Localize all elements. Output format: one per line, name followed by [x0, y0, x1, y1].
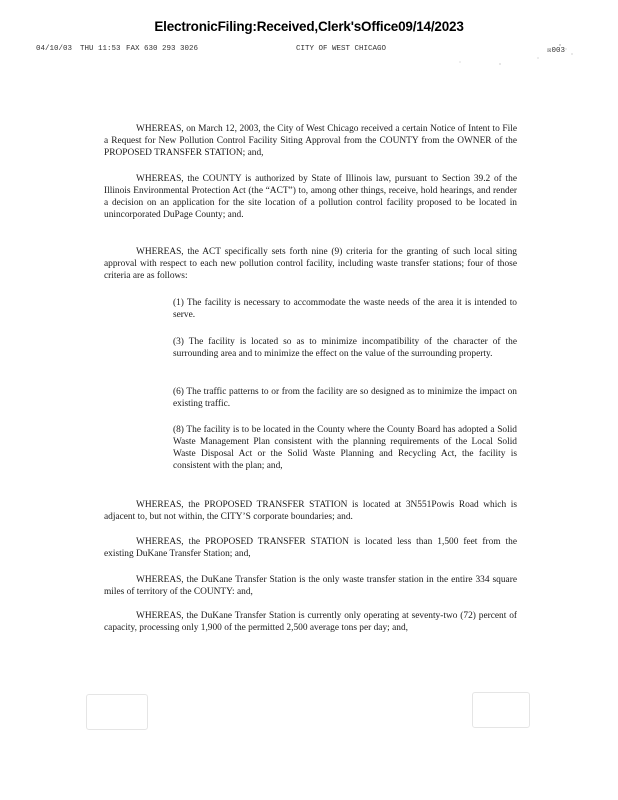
whereas-paragraph-6: WHEREAS, the DuKane Transfer Station is the only waste transfer station in the entire 334 square miles of territory of the COUNTY: and,: [104, 575, 517, 597]
whereas-paragraph-4: WHEREAS, the PROPOSED TRANSFER STATION is located at 3N551Powis Road which is adjacent to, but not within, the CITY’S corporate boundaries; and.: [104, 500, 517, 522]
fax-number: FAX 630 293 3026: [126, 45, 199, 53]
criterion-1: (1) The facility is necessary to accommodate the waste needs of the area it is intended to serve.: [173, 298, 517, 320]
scan-artifact-left: [86, 694, 148, 730]
criterion-8: (8) The facility is to be located in the County where the County Board has adopted a Solid Waste Management Plan consistent with the planning requirements of the Local Solid Waste Disposal Act or the Solid Waste Planning and Recycling Act, the facility is consistent with the plan; and,: [173, 425, 517, 471]
criterion-6: (6) The traffic patterns to or from the facility are so designed as to minimize the impact on existing traffic.: [173, 387, 517, 409]
electronic-filing-stamp: ElectronicFiling:Received,Clerk'sOffice09/14/2023: [154, 19, 464, 34]
whereas-paragraph-7: WHEREAS, the DuKane Transfer Station is currently only operating at seventy-two (72) percent of capacity, processing only 1,900 of the permitted 2,500 average tons per day; and,: [104, 611, 517, 633]
fax-day-time: THU 11:53: [80, 45, 121, 53]
fax-organization: CITY OF WEST CHICAGO: [296, 45, 387, 53]
criterion-3: (3) The facility is located so as to minimize incompatibility of the character of the surrounding area and to minimize the effect on the value of the surrounding property.: [173, 337, 517, 359]
fax-page-number: ☒003: [547, 47, 566, 55]
whereas-paragraph-2: WHEREAS, the COUNTY is authorized by State of Illinois law, pursuant to Section 39.2 of the Illinois Environmental Protection Act (the “ACT”) to, among other things, receive, hold hearings, and render a decision on an application for the site location of a pollution control facility proposed to be located in unincorporated DuPage County; and.: [104, 174, 517, 220]
scan-artifact-right: [472, 692, 530, 728]
fax-page-icon: ☒: [547, 47, 552, 55]
whereas-paragraph-1: WHEREAS, on March 12, 2003, the City of West Chicago received a certain Notice of Intent to File a Request for New Pollution Control Facility Siting Approval from the COUNTY from the OWNER of the PROPOSED TRANSFER STATION; and,: [104, 124, 517, 158]
scan-specks: [440, 40, 580, 70]
fax-date: 04/10/03: [36, 45, 73, 53]
whereas-paragraph-5: WHEREAS, the PROPOSED TRANSFER STATION is located less than 1,500 feet from the existing DuKane Transfer Station; and,: [104, 537, 517, 559]
whereas-paragraph-3: WHEREAS, the ACT specifically sets forth nine (9) criteria for the granting of such local siting approval with respect to each new pollution control facility, including waste transfer stations; four of those criteria are as follows:: [104, 247, 517, 281]
